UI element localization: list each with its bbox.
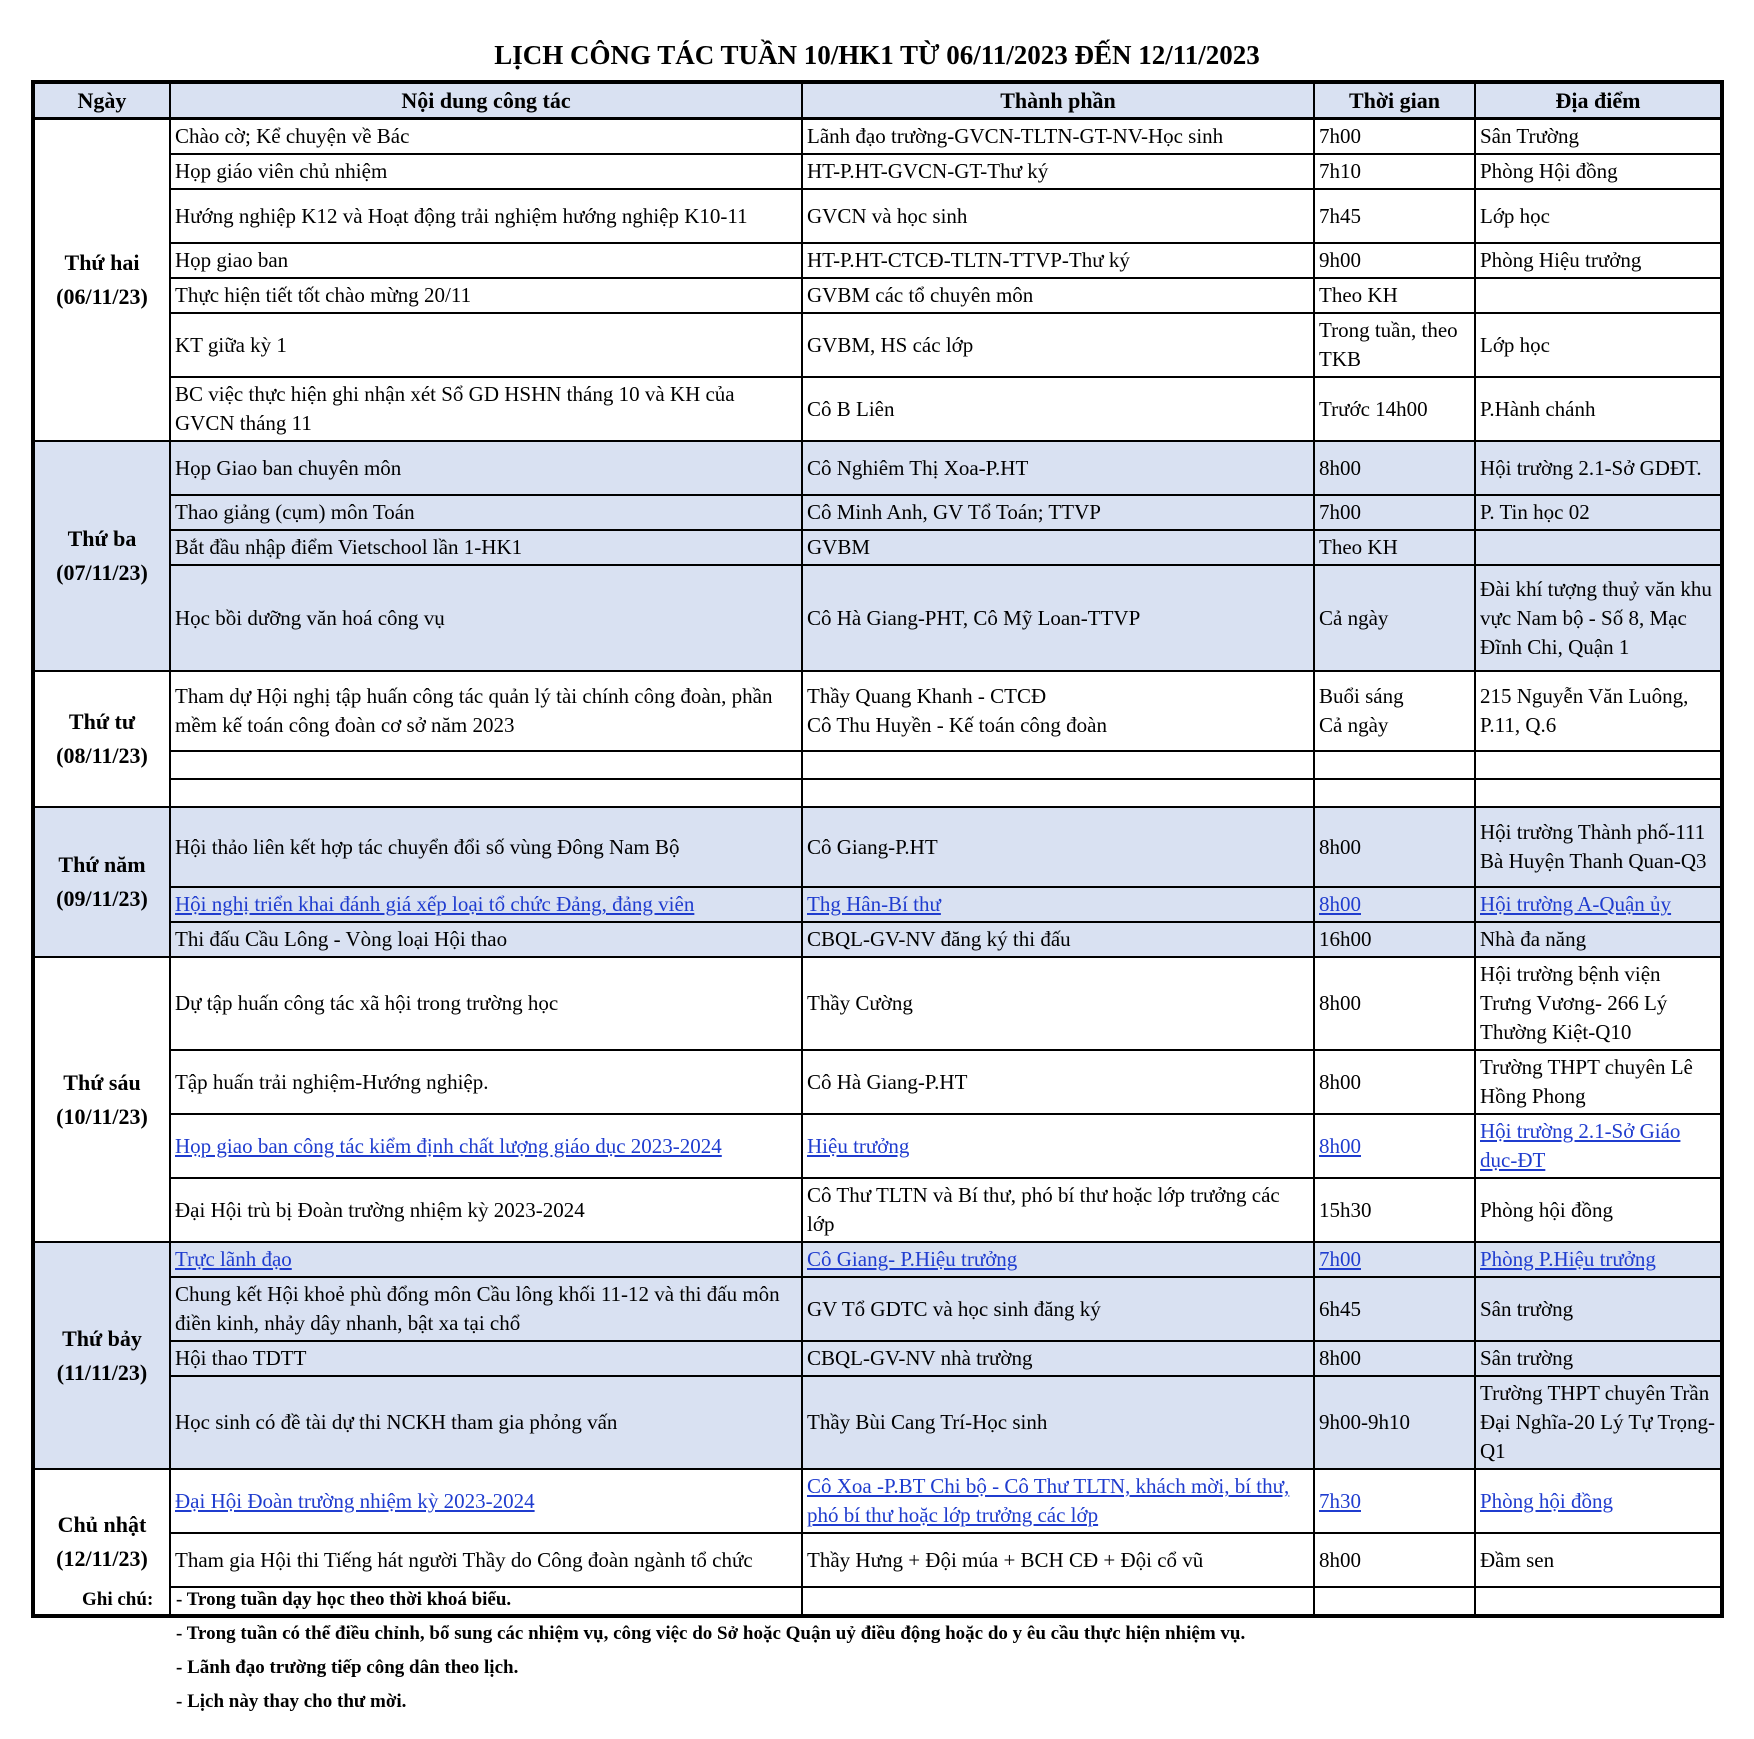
day-date: (07/11/23) (56, 560, 148, 585)
table-row (33, 1050, 1722, 1114)
members-cell: Thầy Quang Khanh - CTCĐ Cô Thu Huyền - Kế toán công đoàn (802, 671, 1314, 751)
note-line: - Trong tuần dạy học theo thời khoá biểu. (176, 1589, 512, 1610)
content-cell: Học bồi dưỡng văn hoá công vụ (170, 565, 802, 671)
members-cell: GVBM các tổ chuyên môn (802, 278, 1314, 313)
day-cell (33, 957, 170, 1242)
members-cell: CBQL-GV-NV nhà trường (802, 1341, 1314, 1376)
members-cell: Cô B Liên (802, 377, 1314, 441)
content-cell: Hướng nghiệp K12 và Hoạt động trải nghiệm hướng nghiệp K10-11 (170, 189, 802, 243)
place-cell: Hội trường bệnh viện Trưng Vương- 266 Lý Thường Kiệt-Q10 (1475, 957, 1722, 1050)
table-row (33, 1114, 1722, 1178)
day-cell (33, 671, 170, 807)
place-cell: Hội trường 2.1-Sở GDĐT. (1475, 441, 1722, 495)
members-cell: GVBM (802, 530, 1314, 565)
place-cell: Hội trường Thành phố-111 Bà Huyện Thanh Quan-Q3 (1475, 807, 1722, 887)
table-row (33, 887, 1722, 922)
members-cell: Lãnh đạo trường-GVCN-TLTN-GT-NV-Học sinh (802, 119, 1314, 155)
notes-lines (176, 1583, 1245, 1719)
members-cell: GVBM, HS các lớp (802, 313, 1314, 377)
table-row (33, 243, 1722, 278)
content-cell: Thực hiện tiết tốt chào mừng 20/11 (170, 278, 802, 313)
table-row (33, 751, 1722, 779)
place-cell: Phòng hội đồng (1475, 1178, 1722, 1242)
place-cell: Đài khí tượng thuỷ văn khu vực Nam bộ - Số 8, Mạc Đĩnh Chi, Quận 1 (1475, 565, 1722, 671)
members-cell: Hiệu trưởng (802, 1114, 1314, 1178)
place-cell (1475, 1587, 1722, 1616)
day-date: (10/11/23) (56, 1103, 148, 1129)
content-cell: Thi đấu Cầu Lông - Vòng loại Hội thao (170, 922, 802, 957)
content-cell: KT giữa kỳ 1 (170, 313, 802, 377)
table-row (33, 1469, 1722, 1533)
content-cell: Hội thảo liên kết hợp tác chuyển đổi số vùng Đông Nam Bộ (170, 807, 802, 887)
content-cell: Họp giao ban công tác kiểm định chất lượng giáo dục 2023-2024 (170, 1114, 802, 1178)
day-cell (33, 441, 170, 671)
time-cell: 9h00 (1314, 243, 1475, 278)
place-cell (1475, 278, 1722, 313)
day-group (33, 441, 1722, 671)
day-cell (33, 1242, 170, 1469)
note-line: - Trong tuần có thể điều chỉnh, bổ sung các nhiệm vụ, công việc do Sở hoặc Quận uỷ điều động hoặc do y êu cầu thực hiện nhiệm vụ. (176, 1623, 1246, 1644)
table-row (33, 1376, 1722, 1469)
place-cell (1475, 751, 1722, 779)
content-cell: Thao giảng (cụm) môn Toán (170, 495, 802, 530)
day-group (33, 119, 1722, 442)
time-cell: 8h00 (1314, 1341, 1475, 1376)
place-cell (1475, 779, 1722, 807)
members-cell: Cô Giang-P.HT (802, 807, 1314, 887)
table-row (33, 922, 1722, 957)
day-name: Chủ nhật (57, 1512, 147, 1537)
day-group (33, 671, 1722, 807)
time-cell: 6h45 (1314, 1277, 1475, 1341)
place-cell: Trường THPT chuyên Lê Hồng Phong (1475, 1050, 1722, 1114)
place-cell: Phòng Hội đồng (1475, 154, 1722, 189)
content-cell: Họp giáo viên chủ nhiệm (170, 154, 802, 189)
day-date: (08/11/23) (56, 743, 148, 768)
table-row (33, 1277, 1722, 1341)
place-cell: P.Hành chánh (1475, 377, 1722, 441)
time-cell: 7h10 (1314, 154, 1475, 189)
time-cell: 7h45 (1314, 189, 1475, 243)
content-cell: BC việc thực hiện ghi nhận xét Sổ GD HSHN tháng 10 và KH của GVCN tháng 11 (170, 377, 802, 441)
day-name: Thứ bảy (62, 1325, 142, 1351)
place-cell: Lớp học (1475, 189, 1722, 243)
day-cell (33, 807, 170, 957)
place-cell: Sân Trường (1475, 119, 1722, 155)
table-row (33, 1533, 1722, 1587)
day-group (33, 1242, 1722, 1469)
table-row (33, 278, 1722, 313)
members-cell: Cô Hà Giang-PHT, Cô Mỹ Loan-TTVP (802, 565, 1314, 671)
header-time: Thời gian (1314, 82, 1475, 119)
table-row (33, 1341, 1722, 1376)
time-cell: Theo KH (1314, 278, 1475, 313)
time-cell: Theo KH (1314, 530, 1475, 565)
day-name: Thứ ba (67, 526, 137, 551)
header-content: Nội dung công tác (170, 82, 802, 119)
place-cell: P. Tin học 02 (1475, 495, 1722, 530)
content-cell: Đại Hội Đoàn trường nhiệm kỳ 2023-2024 (170, 1469, 802, 1533)
table-row (33, 189, 1722, 243)
content-cell: Tham dự Hội nghị tập huấn công tác quản lý tài chính công đoàn, phần mềm kế toán công đoàn cơ sở năm 2023 (170, 671, 802, 751)
time-cell: 8h00 (1314, 887, 1475, 922)
time-cell: Buổi sáng Cả ngày (1314, 671, 1475, 751)
table-row (33, 1242, 1722, 1277)
table-row (33, 119, 1722, 155)
table-row (33, 495, 1722, 530)
time-cell: 8h00 (1314, 1114, 1475, 1178)
table-row (33, 154, 1722, 189)
day-name: Thứ tư (68, 709, 136, 734)
time-cell: 7h00 (1314, 119, 1475, 155)
content-cell: Dự tập huấn công tác xã hội trong trường học (170, 957, 802, 1050)
header-day: Ngày (33, 82, 170, 119)
place-cell: Phòng P.Hiệu trưởng (1475, 1242, 1722, 1277)
members-cell: Thầy Cường (802, 957, 1314, 1050)
members-cell (802, 751, 1314, 779)
table-row (33, 565, 1722, 671)
members-cell: Cô Minh Anh, GV Tổ Toán; TTVP (802, 495, 1314, 530)
table-row (33, 530, 1722, 565)
table-row (33, 441, 1722, 495)
members-cell (802, 779, 1314, 807)
members-cell: HT-P.HT-GVCN-GT-Thư ký (802, 154, 1314, 189)
members-cell: Cô Nghiêm Thị Xoa-P.HT (802, 441, 1314, 495)
time-cell: 7h30 (1314, 1469, 1475, 1533)
place-cell: Đầm sen (1475, 1533, 1722, 1587)
table-row (33, 1178, 1722, 1242)
members-cell: HT-P.HT-CTCĐ-TLTN-TTVP-Thư ký (802, 243, 1314, 278)
time-cell: 16h00 (1314, 922, 1475, 957)
day-name: Thứ năm (58, 852, 146, 877)
content-cell: Chào cờ; Kể chuyện về Bác (170, 119, 802, 155)
day-name: Thứ sáu (63, 1069, 141, 1095)
place-cell: Sân trường (1475, 1277, 1722, 1341)
time-cell: Cả ngày (1314, 565, 1475, 671)
page-title: LỊCH CÔNG TÁC TUẦN 10/HK1 TỪ 06/11/2023 ĐẾN 12/11/2023 (494, 40, 1260, 70)
members-cell: CBQL-GV-NV đăng ký thi đấu (802, 922, 1314, 957)
place-cell: Hội trường 2.1-Sở Giáo dục-ĐT (1475, 1114, 1722, 1178)
table-row (33, 957, 1722, 1050)
table-row (33, 671, 1722, 751)
time-cell: Trước 14h00 (1314, 377, 1475, 441)
table-row (33, 377, 1722, 441)
place-cell: Phòng hội đồng (1475, 1469, 1722, 1533)
day-date: (09/11/23) (56, 886, 148, 911)
time-cell: 15h30 (1314, 1178, 1475, 1242)
members-cell: Cô Thư TLTN và Bí thư, phó bí thư hoặc lớp trưởng các lớp (802, 1178, 1314, 1242)
members-cell: Thg Hân-Bí thư (802, 887, 1314, 922)
content-cell: Học sinh có đề tài dự thi NCKH tham gia phỏng vấn (170, 1376, 802, 1469)
content-cell: Hội thao TDTT (170, 1341, 802, 1376)
notes (82, 1583, 1245, 1719)
content-cell: Bắt đầu nhập điểm Vietschool lần 1-HK1 (170, 530, 802, 565)
day-date: (06/11/23) (56, 284, 148, 309)
day-date: (12/11/23) (56, 1546, 148, 1571)
schedule-table (31, 80, 1724, 1618)
content-cell: Họp Giao ban chuyên môn (170, 441, 802, 495)
content-cell (170, 779, 802, 807)
note-line: - Lịch này thay cho thư mời. (176, 1691, 407, 1712)
time-cell: 9h00-9h10 (1314, 1376, 1475, 1469)
content-cell: Họp giao ban (170, 243, 802, 278)
day-name: Thứ hai (64, 250, 140, 275)
day-group (33, 807, 1722, 957)
place-cell: 215 Nguyễn Văn Luông, P.11, Q.6 (1475, 671, 1722, 751)
time-cell: 7h00 (1314, 495, 1475, 530)
place-cell: Sân trường (1475, 1341, 1722, 1376)
time-cell: 8h00 (1314, 441, 1475, 495)
time-cell: 8h00 (1314, 1533, 1475, 1587)
time-cell: 8h00 (1314, 1050, 1475, 1114)
time-cell: Trong tuần, theo TKB (1314, 313, 1475, 377)
time-cell (1314, 1587, 1475, 1616)
place-cell: Nhà đa năng (1475, 922, 1722, 957)
place-cell: Hội trường A-Quận ủy (1475, 887, 1722, 922)
members-cell: GV Tổ GDTC và học sinh đăng ký (802, 1277, 1314, 1341)
time-cell: 8h00 (1314, 807, 1475, 887)
content-cell: Tham gia Hội thi Tiếng hát người Thầy do Công đoàn ngành tổ chức (170, 1533, 802, 1587)
time-cell: 8h00 (1314, 957, 1475, 1050)
content-cell: Tập huấn trải nghiệm-Hướng nghiệp. (170, 1050, 802, 1114)
place-cell: Lớp học (1475, 313, 1722, 377)
members-cell: Cô Xoa -P.BT Chi bộ - Cô Thư TLTN, khách mời, bí thư, phó bí thư hoặc lớp trưởng các lớp (802, 1469, 1314, 1533)
header-row (33, 82, 1722, 119)
members-cell: GVCN và học sinh (802, 189, 1314, 243)
day-group (33, 957, 1722, 1242)
table-row (33, 313, 1722, 377)
time-cell: 7h00 (1314, 1242, 1475, 1277)
members-cell: Cô Hà Giang-P.HT (802, 1050, 1314, 1114)
header-members: Thành phần (802, 82, 1314, 119)
day-date: (11/11/23) (56, 1359, 148, 1385)
content-cell: Hội nghị triển khai đánh giá xếp loại tổ chức Đảng, đảng viên (170, 887, 802, 922)
content-cell: Đại Hội trù bị Đoàn trường nhiệm kỳ 2023-2024 (170, 1178, 802, 1242)
place-cell: Trường THPT chuyên Trần Đại Nghĩa-20 Lý Tự Trọng-Q1 (1475, 1376, 1722, 1469)
members-cell: Thầy Bùi Cang Trí-Học sinh (802, 1376, 1314, 1469)
notes-label: Ghi chú: (82, 1589, 154, 1610)
content-cell (170, 751, 802, 779)
time-cell (1314, 751, 1475, 779)
note-line: - Lãnh đạo trường tiếp công dân theo lịch. (176, 1657, 519, 1678)
header-place: Địa điểm (1475, 82, 1722, 119)
table-row (33, 779, 1722, 807)
day-cell (33, 119, 170, 442)
time-cell (1314, 779, 1475, 807)
place-cell (1475, 530, 1722, 565)
content-cell: Trực lãnh đạo (170, 1242, 802, 1277)
table-row (33, 807, 1722, 887)
place-cell: Phòng Hiệu trưởng (1475, 243, 1722, 278)
content-cell: Chung kết Hội khoẻ phù đổng môn Cầu lông khối 11-12 và thi đấu môn điền kinh, nhảy dây nhanh, bật xa tại chổ (170, 1277, 802, 1341)
members-cell: Cô Giang- P.Hiệu trưởng (802, 1242, 1314, 1277)
members-cell: Thầy Hưng + Đội múa + BCH CĐ + Đội cổ vũ (802, 1533, 1314, 1587)
